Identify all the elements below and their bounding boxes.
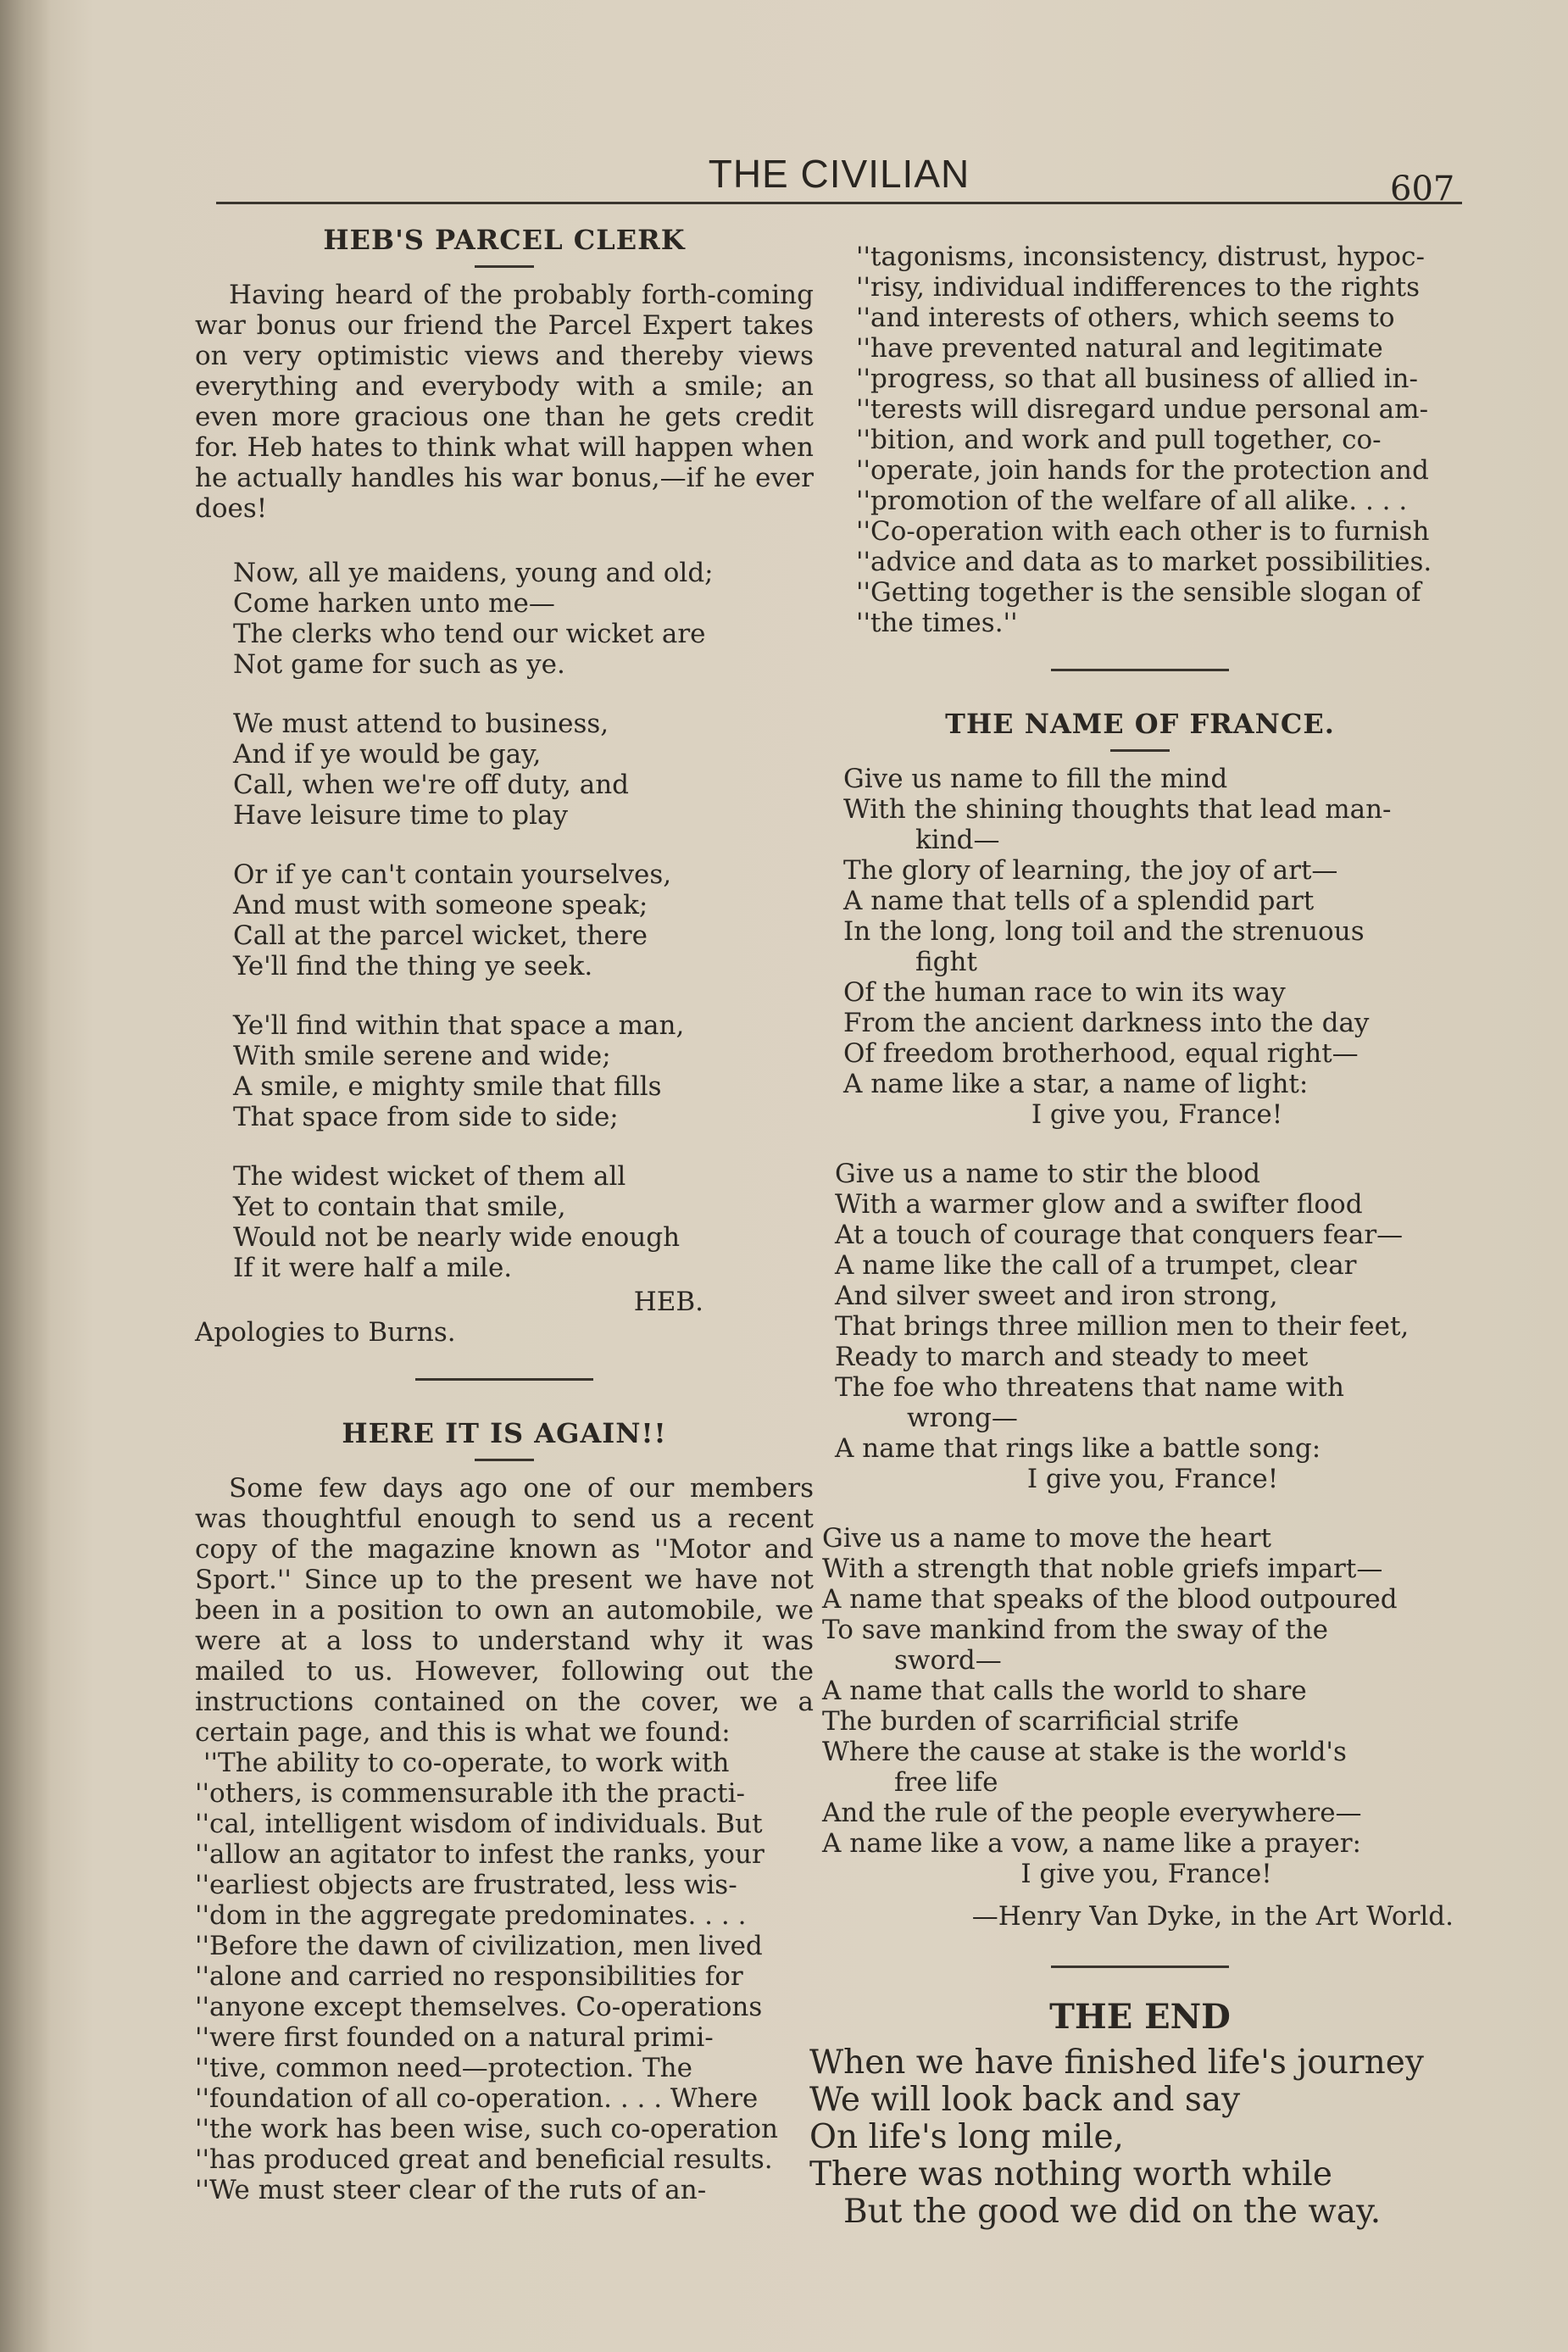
poem-line: We will look back and say (809, 2081, 1241, 2119)
poem-line: If it were half a mile. (233, 1253, 513, 1283)
poem-line: When we have finished life's journey (809, 2043, 1424, 2082)
right-column (809, 242, 1471, 2231)
poem-line: free life (894, 1767, 998, 1798)
poem-line: Call at the parcel wicket, there (233, 920, 648, 951)
quote-line: ''dom in the aggregate predominates. . . . (195, 1900, 747, 1931)
poem-line: And must with someone speak; (233, 890, 648, 920)
heb-stanza (233, 1010, 814, 1132)
again-intro: Some few days ago one of our members was thoughtful enough to send us a recent copy of the magazine known as ''Motor and Sport.'' Since up to the present we have not been in a position to own an automobile, we were at a loss to understand why it was mailed to us. However, following out the instructions contained on the cover, we a certain page, and this is what we found: (195, 1473, 814, 1748)
poem-line: With smile serene and wide; (233, 1041, 611, 1071)
quote-line: ''bition, and work and pull together, co- (856, 425, 1382, 455)
poem-line: Not game for such as ye. (233, 649, 565, 680)
quote-line: ''the work has been wise, such co-operation (195, 2114, 779, 2144)
heb-apologies: Apologies to Burns. (195, 1317, 456, 1348)
france-stanza (835, 1159, 1471, 1494)
poem-line: A name that speaks of the blood outpoured (822, 1584, 1398, 1615)
quote-line: ''progress, so that all business of allied in- (856, 364, 1418, 394)
poem-line: The foe who threatens that name with (835, 1372, 1344, 1403)
again-quote-left (195, 1748, 814, 2205)
poem-line: Call, when we're off duty, and (233, 770, 630, 800)
poem-line: At a touch of courage that conquers fear— (835, 1220, 1404, 1250)
france-refrain: I give you, France! (1026, 1464, 1279, 1494)
poem-line: From the ancient darkness into the day (843, 1008, 1370, 1038)
poem-line: sword— (894, 1645, 1002, 1676)
again-title-rule (475, 1459, 534, 1461)
poem-line: But the good we did on the way. (843, 2193, 1382, 2231)
quote-line: ''has produced great and beneficial results. (195, 2144, 773, 2175)
poem-line: A smile, e mighty smile that fills (233, 1071, 662, 1102)
poem-line: Give us a name to move the heart (822, 1523, 1271, 1554)
quote-line: ''We must steer clear of the ruts of an- (195, 2175, 707, 2205)
poem-line: Have leisure time to play (233, 800, 568, 831)
heb-signature: HEB. (633, 1287, 703, 1317)
poem-line: Ye'll find the thing ye seek. (233, 951, 593, 981)
poem-line: Would not be nearly wide enough (233, 1222, 681, 1253)
poem-line: A name that tells of a splendid part (843, 886, 1315, 916)
quote-line: ''Co-operation with each other is to furnish (856, 516, 1430, 547)
quote-line: ''The ability to co-operate, to work with (203, 1748, 730, 1778)
header-rule (216, 202, 1462, 204)
quote-line: ''allow an agitator to infest the ranks, your (195, 1839, 765, 1870)
france-refrain: I give you, France! (1020, 1859, 1272, 1889)
heb-stanza (233, 558, 814, 680)
poem-line: A name like a star, a name of light: (843, 1069, 1309, 1099)
quote-line: ''tagonisms, inconsistency, distrust, hypoc- (856, 242, 1425, 272)
france-attribution: —Henry Van Dyke, in the Art World. (971, 1901, 1454, 1932)
quote-line: ''the times.'' (856, 608, 1018, 638)
quote-line: ''were first founded on a natural primi- (195, 2022, 714, 2053)
poem-line: And the rule of the people everywhere— (822, 1798, 1362, 1828)
poem-line: Of the human race to win its way (843, 977, 1286, 1008)
poem-line: And silver sweet and iron strong, (835, 1281, 1278, 1311)
page-number: 607 (1390, 170, 1455, 209)
poem-line: With a warmer glow and a swifter flood (835, 1189, 1363, 1220)
poem-line: Ye'll find within that space a man, (233, 1010, 685, 1041)
poem-line: Or if ye can't contain yourselves, (233, 859, 672, 890)
poem-line: Yet to contain that smile, (233, 1192, 566, 1222)
poem-line: kind— (915, 825, 1000, 855)
heb-stanza (233, 1161, 814, 1283)
poem-line: fight (915, 947, 977, 977)
poem-line: A name that rings like a battle song: (835, 1433, 1321, 1464)
france-stanza (822, 1523, 1471, 1889)
poem-line: There was nothing worth while (809, 2155, 1332, 2194)
poem-line: To save mankind from the sway of the (822, 1615, 1328, 1645)
quote-line: ''Getting together is the sensible slogan of (856, 577, 1421, 608)
poem-line: On life's long mile, (809, 2118, 1124, 2156)
poem-line: The glory of learning, the joy of art— (843, 855, 1338, 886)
poem-line: Now, all ye maidens, young and old; (233, 558, 714, 588)
quote-line: ''Before the dawn of civilization, men lived (195, 1931, 763, 1961)
poem-line: The clerks who tend our wicket are (233, 619, 706, 649)
quote-line: ''risy, individual indifferences to the rights (856, 272, 1421, 303)
left-column (195, 225, 814, 2205)
poem-line: Of freedom brotherhood, equal right— (843, 1038, 1359, 1069)
quote-line: ''others, is commensurable ith the practi- (195, 1778, 746, 1809)
quote-line: ''tive, common need—protection. The (195, 2053, 692, 2083)
again-title: HERE IT IS AGAIN!! (342, 1417, 667, 1449)
heb-intro: Having heard of the probably forth-coming war bonus our friend the Parcel Expert takes on very optimistic views and thereby views everything and everybody with a smile; an even more gracious one than he gets credit for. Heb hates to think what will happen when he actually handles his war bonus,—if he ever does! (195, 280, 814, 524)
heb-stanza (233, 709, 814, 831)
france-title-rule (1110, 749, 1170, 752)
section-separator (1051, 1966, 1229, 1968)
section-separator (415, 1378, 593, 1381)
quote-line: ''anyone except themselves. Co-operations (195, 1992, 763, 2022)
section-separator (1051, 669, 1229, 671)
france-stanza (843, 764, 1471, 1130)
poem-line: We must attend to business, (233, 709, 609, 739)
quote-line: ''advice and data as to market possibilities. (856, 547, 1432, 577)
poem-line: Give us a name to stir the blood (835, 1159, 1260, 1189)
france-title: THE NAME OF FRANCE. (945, 708, 1335, 740)
poem-line: With a strength that noble griefs impart— (822, 1554, 1383, 1584)
heb-title: HEB'S PARCEL CLERK (323, 224, 686, 256)
poem-line: The widest wicket of them all (233, 1161, 626, 1192)
end-title: THE END (1049, 1997, 1231, 2037)
poem-line: And if ye would be gay, (233, 739, 542, 770)
quote-line: ''promotion of the welfare of all alike. . . . (856, 486, 1408, 516)
quote-line: ''alone and carried no responsibilities for (195, 1961, 743, 1992)
poem-line: Ready to march and steady to meet (835, 1342, 1309, 1372)
poem-line: That brings three million men to their feet, (835, 1311, 1410, 1342)
poem-line: Give us name to fill the mind (843, 764, 1228, 794)
poem-line: Where the cause at stake is the world's (822, 1737, 1347, 1767)
heb-stanza (233, 859, 814, 981)
masthead-title: THE CIVILIAN (708, 152, 970, 196)
quote-line: ''operate, join hands for the protection and (856, 455, 1429, 486)
poem-line: With the shining thoughts that lead man- (843, 794, 1392, 825)
poem-line: A name that calls the world to share (822, 1676, 1307, 1706)
again-quote-right (809, 242, 1471, 638)
poem-line: A name like a vow, a name like a prayer: (822, 1828, 1361, 1859)
poem-line: The burden of scarrificial strife (822, 1706, 1239, 1737)
heb-title-rule (475, 265, 534, 268)
poem-line: A name like the call of a trumpet, clear (835, 1250, 1357, 1281)
poem-line: Come harken unto me— (233, 588, 555, 619)
quote-line: ''terests will disregard undue personal am- (856, 394, 1429, 425)
poem-line: wrong— (907, 1403, 1018, 1433)
binding-gutter (0, 0, 51, 2352)
poem-line: That space from side to side; (233, 1102, 619, 1132)
poem-line: In the long, long toil and the strenuous (843, 916, 1365, 947)
quote-line: ''and interests of others, which seems to (856, 303, 1395, 333)
france-refrain: I give you, France! (1031, 1099, 1283, 1130)
quote-line: ''foundation of all co-operation. . . . Where (195, 2083, 759, 2114)
quote-line: ''have prevented natural and legitimate (856, 333, 1383, 364)
end-poem (809, 2044, 1471, 2231)
quote-line: ''earliest objects are frustrated, less wis- (195, 1870, 737, 1900)
quote-line: ''cal, intelligent wisdom of individuals. But (195, 1809, 763, 1839)
